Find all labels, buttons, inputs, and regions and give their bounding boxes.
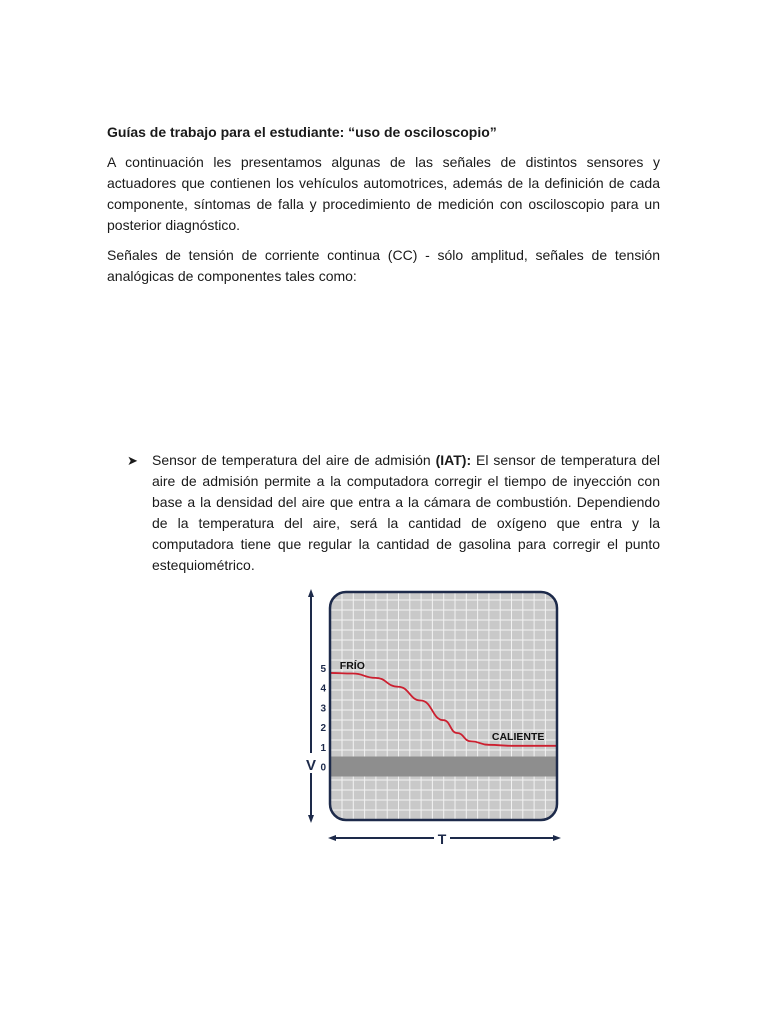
iat-sensor-description xyxy=(152,450,660,576)
y-tick-labels xyxy=(320,664,326,774)
y-tick-label: 1 xyxy=(320,742,326,754)
oscilloscope-screen xyxy=(330,592,557,820)
y-tick-label: 3 xyxy=(320,703,326,715)
oscilloscope-figure xyxy=(300,586,565,848)
annotation-label: CALIENTE xyxy=(491,730,545,743)
x-axis-label: T xyxy=(437,831,447,847)
y-tick-label: 2 xyxy=(320,723,326,735)
iat-signal-chart xyxy=(300,586,565,848)
x-axis-arrow-right-icon xyxy=(553,835,561,841)
y-tick-label: 4 xyxy=(320,683,326,695)
y-axis-arrow-down-icon xyxy=(308,815,314,823)
y-axis-arrow-up-icon xyxy=(308,589,314,597)
y-axis xyxy=(304,589,318,823)
y-tick-label: 0 xyxy=(320,762,326,774)
x-axis-arrow-left-icon xyxy=(328,835,336,841)
y-axis-label: V xyxy=(305,757,317,774)
iat-sensor-text: El sensor de temperatura del aire de admisión permite a la computadora corregir el tiempo de inyección con base a la densidad del aire que entra a la cámara de combustión. Dependiendo de la temperatura del aire, será la cantidad de oxígeno que entra y la computadora tiene que regular la cantidad de gasolina para corregir el punto estequiométrico. xyxy=(152,452,660,573)
iat-sensor-bullet xyxy=(127,450,660,576)
x-axis xyxy=(328,829,561,847)
iat-term: (IAT): xyxy=(435,452,472,468)
iat-sensor-lead: Sensor de temperatura del aire de admisión xyxy=(152,452,436,468)
annotation-label: FRÍO xyxy=(339,660,365,673)
zero-band xyxy=(330,757,557,777)
cc-signals-paragraph: Señales de tensión de corriente continua (CC) - sólo amplitud, señales de tensión analógicas de componentes tales como: xyxy=(107,247,660,284)
y-tick-label: 5 xyxy=(320,664,326,675)
arrowhead-bullet-icon: ➤ xyxy=(127,453,138,468)
page-title: Guías de trabajo para el estudiante: “uso de osciloscopio” xyxy=(107,124,497,140)
intro-paragraph: A continuación les presentamos algunas de las señales de distintos sensores y actuadores que contienen los vehículos automotrices, además de la definición de cada componente, síntomas de falla y procedimiento de medición con osciloscopio para un posterior diagnóstico. xyxy=(107,154,660,233)
